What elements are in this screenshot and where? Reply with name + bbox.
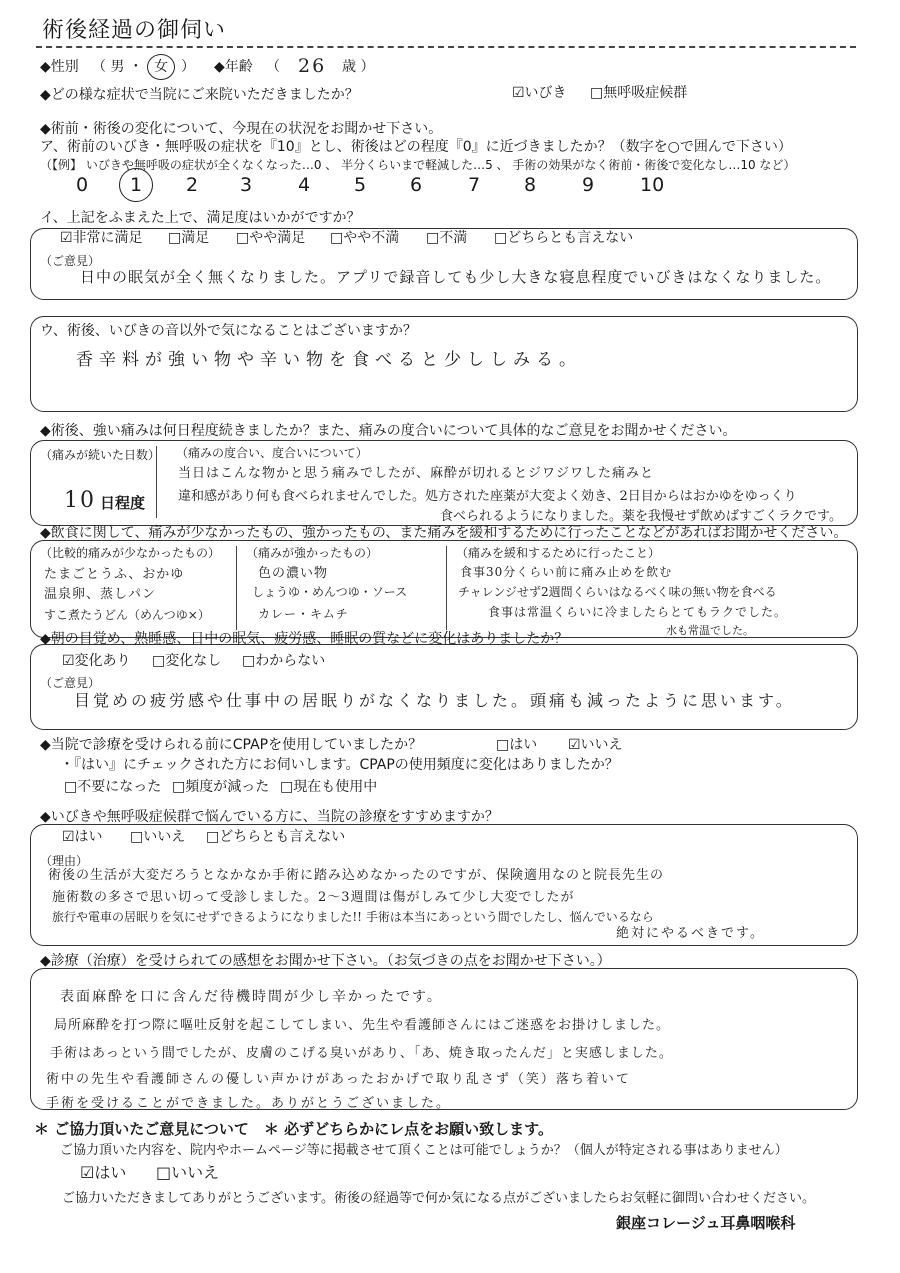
cpap-sub-option-2[interactable]: □頻度が減った xyxy=(172,779,270,795)
food-relief-line-1[interactable]: 食事30分くらい前に痛み止めを飲む xyxy=(460,565,673,579)
footer-question: ご協力頂いた内容を、院内やホームページ等に掲載させて頂くことは可能でしょうか？（個人が特定される事はありません） xyxy=(60,1143,788,1158)
other-question: ウ、術後、いびきの音以外で気になることはございますか？ xyxy=(40,323,417,339)
age-label: ◆年齢 xyxy=(214,59,253,75)
food-less-line-1[interactable]: たまごとうふ、おかゆ xyxy=(44,567,185,582)
food-question: ◆飲食に関して、痛みが少なかったもの、強かったもの、また痛みを緩和するために行ったことなどがあればお聞かせください。 xyxy=(40,525,848,541)
pain-question: ◆術後、強い痛みは何日程度続きましたか？また、痛みの度合いについて具体的なご意見をお聞かせください。 xyxy=(40,423,737,439)
satisfaction-option-3[interactable]: □やや不満 xyxy=(330,230,400,246)
recommend-question: ◆いびきや無呼吸症候群で悩んでいる方に、当院の診療をすすめますか？ xyxy=(40,809,499,825)
cpap-question: ◆当院で診療を受けられる前にCPAPを使用していましたか？ xyxy=(40,737,423,753)
satisfaction-opinion-label: （ご意見） xyxy=(40,254,101,268)
food-divider-1 xyxy=(236,546,237,630)
pain-days-label: （痛みが続いた日数） xyxy=(40,448,161,462)
age-value[interactable]: 26 xyxy=(298,55,327,77)
scale-number-0[interactable]: 0 xyxy=(76,174,89,196)
scale-number-9[interactable]: 9 xyxy=(582,174,595,196)
recommend-reason-line-2[interactable]: 施術数の多さで思い切って受診しました。2〜3週間は傷がしみて少し大変でしたが xyxy=(52,890,575,905)
impression-question: ◆診療（治療）を受けられての感想をお聞かせ下さい。（お気づきの点をお聞かせ下さい。） xyxy=(40,953,611,969)
satisfaction-question: イ、上記をふまえた上で、満足度はいかがですか？ xyxy=(40,210,361,226)
gender-selected[interactable]: 女 xyxy=(154,59,168,75)
impression-line-1[interactable]: 表面麻酔を口に含んだ待機時間が少し辛かったです。 xyxy=(60,989,443,1005)
age-close: 歳 ） xyxy=(342,59,375,75)
pain-days-value[interactable]: 10 xyxy=(64,488,96,513)
sleep-opinion-label: （ご意見） xyxy=(40,676,101,690)
selected-scale-circle xyxy=(119,168,153,202)
pain-days-unit: 日程度 xyxy=(100,494,146,512)
satisfaction-opinion[interactable]: 日中の眠気が全く無くなりました。アプリで録音しても少し大きな寝息程度でいびきはなくなりました。 xyxy=(80,268,832,286)
title-underline xyxy=(36,46,856,48)
impression-line-5[interactable]: 手術を受けることができました。ありがとうございました。 xyxy=(46,1096,452,1111)
food-strong-line-3[interactable]: カレー・キムチ xyxy=(258,607,349,621)
recommend-option-yes[interactable]: ☑はい xyxy=(62,829,103,845)
food-relief-label: （痛みを緩和するために行ったこと） xyxy=(456,546,661,560)
sleep-option-changed[interactable]: ☑変化あり xyxy=(62,653,131,669)
pain-degree-line-3[interactable]: 食べられるようになりました。薬を我慢せず飲めばすごくラクです。 xyxy=(440,509,842,524)
cpap-sub-question: ・『はい』にチェックされた方にお伺いします。CPAPの使用頻度に変化はありましたか？ xyxy=(60,757,619,773)
gender-options: （ 男 ・ xyxy=(92,59,143,75)
scale-number-3[interactable]: 3 xyxy=(240,174,253,196)
scale-number-5[interactable]: 5 xyxy=(354,174,367,196)
clinic-name: 銀座コレージュ耳鼻咽喉科 xyxy=(616,1214,796,1232)
footer-thanks: ご協力いただきましてありがとうございます。術後の経過等で何か気になる点がございましたらお気軽に御問い合わせください。 xyxy=(62,1191,815,1206)
pain-degree-line-2[interactable]: 違和感があり何も食べられませんでした。処方された座薬が大変よく効き、2日目からはおかゆをゆっくり xyxy=(178,489,797,504)
scale-number-7[interactable]: 7 xyxy=(468,174,481,196)
footer-heading: ＊ ご協力頂いたご意見について ＊ 必ずどちらかにレ点をお願い致します。 xyxy=(34,1120,553,1138)
satisfaction-option-2[interactable]: □やや満足 xyxy=(236,230,306,246)
pain-degree-line-1[interactable]: 当日はこんな物かと思う痛みでしたが、麻酔が切れるとジワジワした痛みと xyxy=(178,466,655,481)
sleep-question: ◆朝の目覚め、熟睡感、日中の眠気、疲労感、睡眠の質などに変化はありましたか？ xyxy=(40,631,569,647)
symptom-option-apnea[interactable]: □無呼吸症候群 xyxy=(590,85,688,101)
recommend-reason-label: （理由） xyxy=(40,854,89,868)
food-divider-2 xyxy=(446,546,447,630)
satisfaction-option-5[interactable]: □どちらとも言えない xyxy=(494,230,634,246)
food-less-label: （比較的痛みが少なかったもの） xyxy=(40,546,221,560)
footer-option-no[interactable]: □いいえ xyxy=(156,1163,220,1182)
impression-line-2[interactable]: 局所麻酔を打つ際に嘔吐反射を起こしてしまい、先生や看護師さんにはご迷惑をお掛けしました。 xyxy=(54,1018,671,1033)
impression-line-4[interactable]: 術中の先生や看護師さんの優しい声かけがあったおかげで取り乱さず（笑）落ち着いて xyxy=(46,1072,631,1087)
impression-line-3[interactable]: 手術はあっという間でしたが、皮膚のこげる臭いがあり、「あ、焼き取ったんだ」と実感しました。 xyxy=(50,1046,673,1061)
pain-degree-label: （痛みの度合い、度合いについて） xyxy=(176,446,368,460)
sleep-option-unchanged[interactable]: □変化なし xyxy=(152,653,222,669)
recommend-reason-line-3[interactable]: 旅行や電車の居眠りを気にせずできるようになりました!! 手術は本当にあっという間でしたし、悩んでいるなら xyxy=(52,910,654,924)
recommend-option-neutral[interactable]: □どちらとも言えない xyxy=(206,829,346,845)
food-strong-line-2[interactable]: しょうゆ・めんつゆ・ソース xyxy=(252,585,408,599)
recommend-option-no[interactable]: □いいえ xyxy=(130,829,186,845)
cpap-sub-option-1[interactable]: □不要になった xyxy=(64,779,162,795)
scale-number-6[interactable]: 6 xyxy=(410,174,423,196)
food-less-line-2[interactable]: 温泉卵、蒸しパン xyxy=(44,587,157,602)
change-example: （【例】 いびきや無呼吸の症状が全くなくなった…0 、 半分くらいまで軽減した…5 、 手術の効果がなく術前・術後で変化なし…10 など） xyxy=(40,158,796,172)
recommend-reason-line-4[interactable]: 絶対にやるべきです。 xyxy=(616,926,765,941)
gender-close: ） xyxy=(181,59,195,75)
symptom-option-snoring[interactable]: ☑いびき xyxy=(512,85,567,101)
satisfaction-option-0[interactable]: ☑非常に満足 xyxy=(60,230,143,246)
cpap-sub-option-3[interactable]: □現在も使用中 xyxy=(280,779,378,795)
satisfaction-option-4[interactable]: □不満 xyxy=(426,230,468,246)
scale-number-2[interactable]: 2 xyxy=(186,174,199,196)
food-strong-label: （痛みが強かったもの） xyxy=(246,546,379,560)
food-strong-line-1[interactable]: 色の濃い物 xyxy=(258,566,329,581)
sleep-opinion[interactable]: 目覚めの疲労感や仕事中の居眠りがなくなりました。頭痛も減ったように思います。 xyxy=(74,691,795,710)
symptom-question: ◆どの様な症状で当院にご来院いただきましたか？ xyxy=(40,87,359,103)
footer-option-yes[interactable]: ☑はい xyxy=(80,1163,127,1182)
food-relief-line-3[interactable]: 食事は常温くらいに冷ましたらとてもラクでした。 xyxy=(488,605,788,619)
change-question: ◆術前・術後の変化について、今現在の状況をお聞かせ下さい。 xyxy=(40,121,443,137)
sleep-option-unknown[interactable]: □わからない xyxy=(242,653,326,669)
food-relief-line-4[interactable]: 水も常温でした。 xyxy=(666,624,754,637)
change-sub-a: ア、術前のいびき・無呼吸の症状を『10』とし、術後はどの程度『0』に近づきましたか？（数字を○で囲んで下さい） xyxy=(40,139,792,155)
age-open: （ xyxy=(266,59,280,75)
scale-number-10[interactable]: 10 xyxy=(640,174,665,196)
food-relief-line-2[interactable]: チャレンジせず2週間くらいはなるべく味の無い物を食べる xyxy=(458,585,777,599)
gender-label: ◆性別 xyxy=(40,59,79,75)
satisfaction-option-1[interactable]: □満足 xyxy=(168,230,210,246)
form-title: 術後経過の御伺い xyxy=(42,18,227,43)
cpap-option-yes[interactable]: □はい xyxy=(496,737,538,753)
other-answer[interactable]: 香辛料が強い物や辛い物を食べると少ししみる。 xyxy=(76,350,582,370)
gender-circle xyxy=(147,54,175,80)
food-less-line-3[interactable]: すこ煮たうどん（めんつゆ×） xyxy=(44,608,210,622)
scale-number-8[interactable]: 8 xyxy=(524,174,537,196)
scale-number-1[interactable]: 1 xyxy=(130,174,143,196)
scale-number-4[interactable]: 4 xyxy=(298,174,311,196)
cpap-option-no[interactable]: ☑いいえ xyxy=(568,737,623,753)
recommend-reason-line-1[interactable]: 術後の生活が大変だろうとなかなか手術に踏み込めなかったのですが、保険適用なのと院長先生の xyxy=(48,868,665,883)
